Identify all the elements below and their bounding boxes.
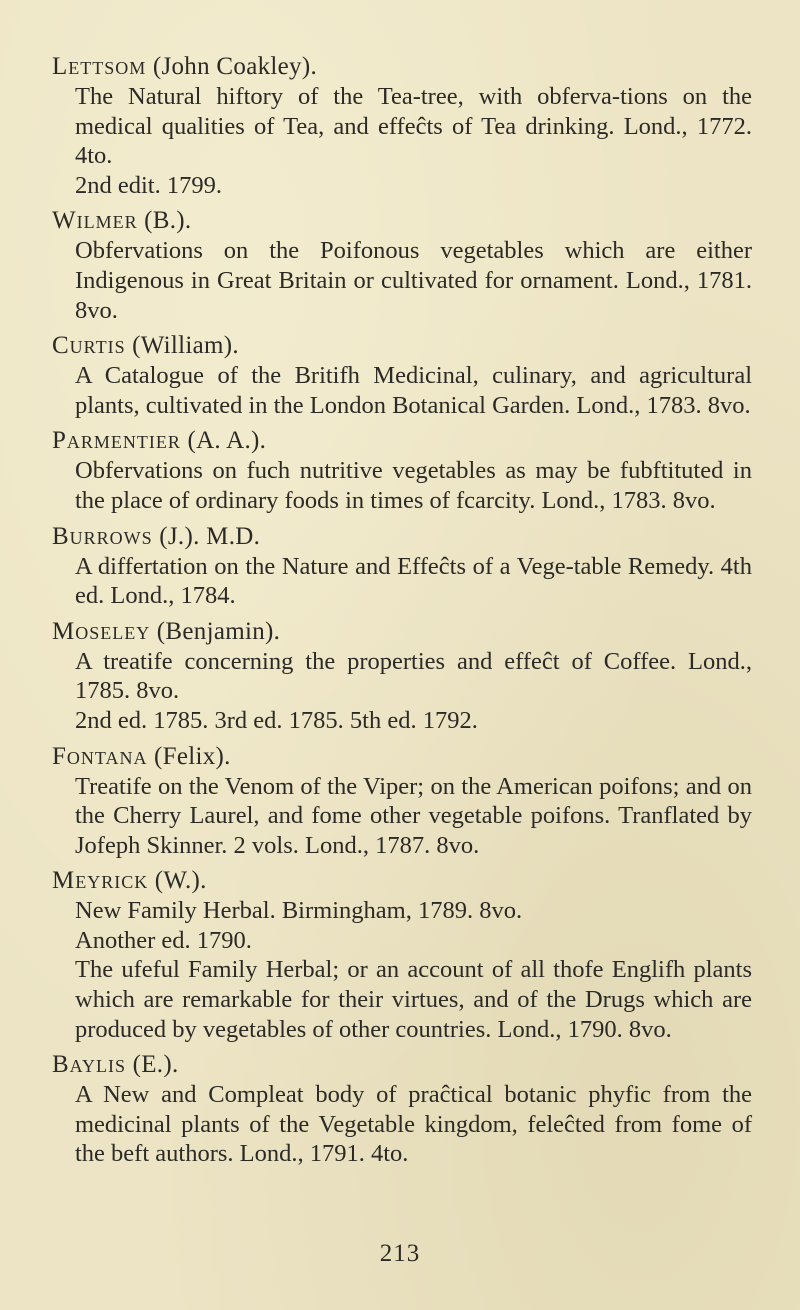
author-heading	[52, 331, 752, 361]
entry-fontana	[52, 742, 752, 861]
work-citation: The Natural hiftory of the Tea-tree, with obferva-tions on the medical qualities of Tea, and effeĉts of Tea drinking. Lond., 1772. 4to.	[75, 83, 752, 170]
author-heading	[52, 617, 752, 647]
entry-wilmer	[52, 206, 752, 325]
author-forename: (A. A.).	[180, 427, 267, 455]
entry-lettsom	[52, 52, 752, 200]
author-forename: (Benjamin).	[150, 617, 281, 645]
entry-meyrick	[52, 866, 752, 1044]
entry-moseley	[52, 617, 752, 736]
author-heading	[52, 522, 752, 552]
author-forename: (William).	[125, 332, 239, 360]
author-forename: (W.).	[148, 867, 207, 895]
author-forename: (J.). M.D.	[152, 522, 261, 550]
author-surname: Baylis	[52, 1051, 127, 1079]
author-heading	[52, 52, 752, 82]
work-citation: The ufeful Family Herbal; or an account of all thofe Englifh plants which are remarkable for their virtues, and of the Drugs which are produced by vegetables of other countries. Lond., 1790. 8vo.	[75, 956, 752, 1043]
entry-baylis	[52, 1050, 752, 1169]
work-citation: A New and Compleat body of praĉtical botanic phyfic from the medicinal plants of the Vegetable kingdom, feleĉted from fome of the beft authors. Lond., 1791. 4to.	[75, 1081, 752, 1168]
entry-parmentier	[52, 426, 752, 515]
author-surname: Moseley	[52, 617, 151, 645]
author-forename: (B.).	[137, 207, 192, 235]
author-heading	[52, 866, 752, 896]
work-citation: Another ed. 1790.	[75, 926, 252, 954]
work-citation: 2nd ed. 1785. 3rd ed. 1785. 5th ed. 1792.	[75, 706, 478, 734]
work-citation: 2nd edit. 1799.	[75, 171, 222, 199]
author-surname: Lettsom	[52, 53, 147, 80]
author-surname: Parmentier	[52, 427, 181, 455]
author-heading	[52, 742, 752, 772]
author-heading	[52, 206, 752, 236]
work-citation: A Catalogue of the Britifh Medicinal, culinary, and agricultural plants, cultivated in the London Botanical Garden. Lond., 1783. 8vo.	[75, 362, 752, 419]
author-forename: (Felix).	[147, 742, 231, 770]
author-forename: (E.).	[126, 1051, 179, 1079]
author-forename: (John Coakley).	[146, 53, 318, 80]
work-citation: Obfervations on fuch nutritive vegetables as may be fubftituted in the place of ordinary foods in times of fcarcity. Lond., 1783. 8vo.	[75, 457, 752, 514]
author-surname: Fontana	[52, 742, 148, 770]
bibliography-page	[52, 52, 752, 1175]
entry-burrows	[52, 522, 752, 611]
work-citation: A differtation on the Nature and Effeĉts of a Vege-table Remedy. 4th ed. Lond., 1784.	[75, 552, 752, 610]
work-citation: New Family Herbal. Birmingham, 1789. 8vo.	[75, 897, 523, 925]
author-heading	[52, 426, 752, 456]
author-surname: Wilmer	[52, 207, 138, 235]
page-number: 213	[379, 1240, 421, 1267]
work-citation: Obfervations on the Poifonous vegetables which are either Indigenous in Great Britain or cultivated for ornament. Lond., 1781. 8vo.	[75, 237, 752, 324]
work-citation: Treatife on the Venom of the Viper; on the American poifons; and on the Cherry Laurel, and fome other vegetable poifons. Tranflated by Jofeph Skinner. 2 vols. Lond., 1787. 8vo.	[75, 772, 752, 859]
entry-curtis	[52, 331, 752, 420]
author-surname: Curtis	[52, 332, 126, 360]
author-heading	[52, 1050, 752, 1080]
work-citation: A treatife concerning the properties and effeĉt of Coffee. Lond., 1785. 8vo.	[75, 647, 752, 705]
author-surname: Burrows	[52, 522, 153, 550]
author-surname: Meyrick	[52, 867, 149, 895]
